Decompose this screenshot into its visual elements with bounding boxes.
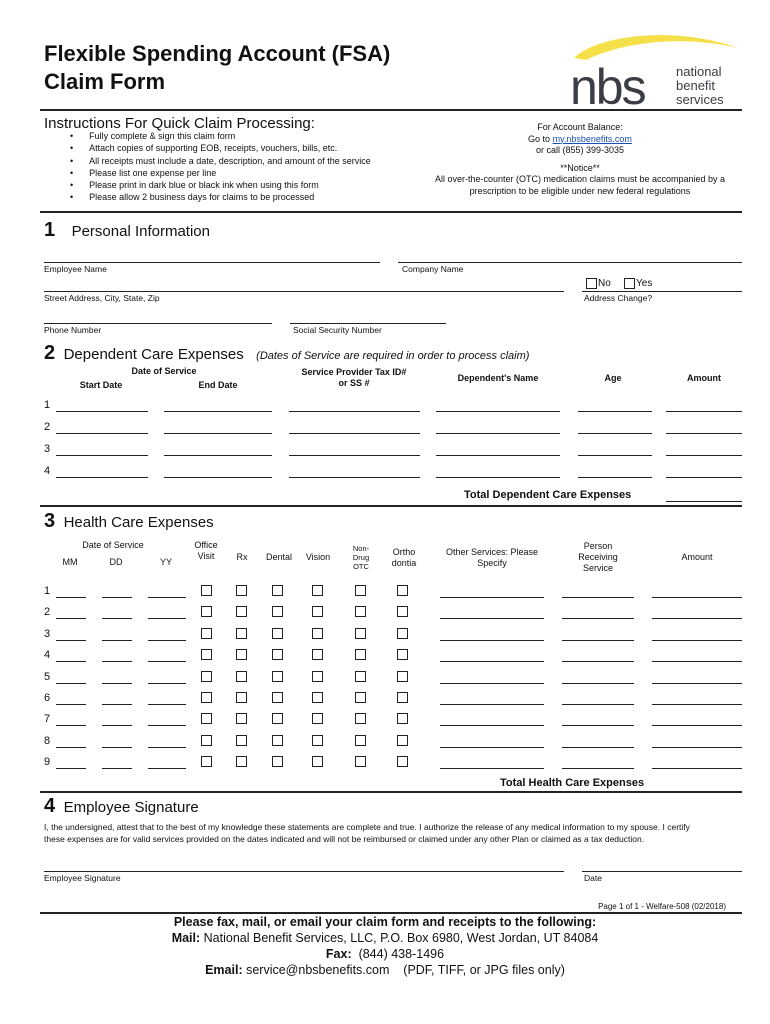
instructions-divider — [40, 211, 742, 213]
street-address-label: Street Address, City, State, Zip — [44, 293, 160, 303]
hc-amount-field[interactable] — [652, 704, 742, 705]
hc-nondrug-header: Non- Drug OTC — [352, 544, 370, 571]
instruction-item: • Please print in dark blue or black ink when using this form — [70, 179, 371, 191]
hc-other-services-field[interactable] — [440, 597, 544, 598]
hc-vision-checkbox[interactable] — [312, 628, 323, 639]
dep-start-date-field[interactable] — [56, 411, 148, 412]
hc-office-visit-checkbox[interactable] — [201, 585, 212, 596]
hc-date-of-service: Date of Service — [82, 540, 144, 550]
hc-orthodontia-checkbox[interactable] — [397, 692, 408, 703]
address-change-yes-checkbox[interactable] — [624, 278, 635, 289]
hc-yy-field[interactable] — [148, 704, 186, 705]
hc-orthodontia-checkbox[interactable] — [397, 756, 408, 767]
address-change-label: Address Change? — [584, 293, 653, 303]
hc-orthodontia-checkbox[interactable] — [397, 628, 408, 639]
hc-dental-checkbox[interactable] — [272, 692, 283, 703]
hc-rx-checkbox[interactable] — [236, 735, 247, 746]
dep-amount-field[interactable] — [666, 411, 742, 412]
dep-age-field[interactable] — [578, 433, 652, 434]
dep-age-field[interactable] — [578, 477, 652, 478]
hc-mm-field[interactable] — [56, 725, 86, 726]
hc-vision-checkbox[interactable] — [312, 735, 323, 746]
hc-non-drug-otc-checkbox[interactable] — [355, 713, 366, 724]
hc-other-services-field[interactable] — [440, 747, 544, 748]
hc-other-services-field[interactable] — [440, 768, 544, 769]
dep-provider-field[interactable] — [289, 433, 420, 434]
hc-dd-field[interactable] — [102, 683, 132, 684]
hc-non-drug-otc-checkbox[interactable] — [355, 692, 366, 703]
hc-amount-field[interactable] — [652, 725, 742, 726]
hc-amount-field[interactable] — [652, 640, 742, 641]
hc-rx-checkbox[interactable] — [236, 606, 247, 617]
address-change-line — [582, 291, 742, 292]
section2-header — [44, 342, 529, 365]
account-phone: or call (855) 399-3035 — [535, 145, 625, 155]
hc-vision-header: Vision — [305, 552, 331, 562]
instruction-item: • Attach copies of supporting EOB, receipts, vouchers, bills, etc. — [70, 142, 371, 154]
hc-amount-field[interactable] — [652, 747, 742, 748]
hc-other-services-field[interactable] — [440, 640, 544, 641]
hc-dental-checkbox[interactable] — [272, 735, 283, 746]
hc-non-drug-otc-checkbox[interactable] — [355, 735, 366, 746]
dep-provider-field[interactable] — [289, 411, 420, 412]
employee-name-line[interactable] — [44, 262, 380, 263]
hc-yy-field[interactable] — [148, 683, 186, 684]
street-address-line[interactable] — [44, 291, 564, 292]
notice-title: **Notice** — [560, 162, 600, 173]
hc-dd-field[interactable] — [102, 618, 132, 619]
dep-dependent-name-field[interactable] — [436, 411, 560, 412]
hc-rx-checkbox[interactable] — [236, 671, 247, 682]
hc-dd-field[interactable] — [102, 725, 132, 726]
hc-amount-field[interactable] — [652, 661, 742, 662]
hc-orthodontia-checkbox[interactable] — [397, 606, 408, 617]
dep-amount-field[interactable] — [666, 433, 742, 434]
section3-title: Health Care Expenses — [63, 514, 214, 531]
hc-rx-checkbox[interactable] — [236, 628, 247, 639]
hc-non-drug-otc-checkbox[interactable] — [355, 628, 366, 639]
section4-header — [44, 795, 199, 818]
form-title-line1: Flexible Spending Account (FSA) — [44, 41, 391, 66]
logo-line1: national — [676, 64, 722, 79]
dep-dependent-name-field[interactable] — [436, 477, 560, 478]
hc-non-drug-otc-checkbox[interactable] — [355, 756, 366, 767]
hc-dental-checkbox[interactable] — [272, 585, 283, 596]
company-name-label: Company Name — [402, 264, 464, 274]
hc-orthodontia-checkbox[interactable] — [397, 585, 408, 596]
hc-yy-field[interactable] — [148, 768, 186, 769]
hc-yy-field[interactable] — [148, 597, 186, 598]
section4-number: 4 — [44, 795, 56, 817]
dep-start-date-field[interactable] — [56, 455, 148, 456]
hc-office-visit-checkbox[interactable] — [201, 713, 212, 724]
hc-office-visit-checkbox[interactable] — [201, 692, 212, 703]
dep-total-label: Total Dependent Care Expenses — [464, 489, 632, 501]
account-balance-label: For Account Balance: — [537, 122, 623, 132]
hc-mm-field[interactable] — [56, 618, 86, 619]
dep-age-header: Age — [604, 373, 622, 383]
logo-line2: benefit — [676, 78, 716, 93]
hc-office-visit-checkbox[interactable] — [201, 671, 212, 682]
dep-row-number: 2 — [44, 421, 51, 433]
logo-brand: nbs — [570, 59, 645, 110]
section2-divider — [40, 505, 742, 507]
hc-dd-field[interactable] — [102, 640, 132, 641]
hc-row-number: 7 — [44, 713, 51, 726]
hc-yy-field[interactable] — [148, 618, 186, 619]
section3-divider — [40, 791, 742, 793]
address-change-no-checkbox[interactable] — [586, 278, 597, 289]
hc-row-number: 9 — [44, 756, 51, 769]
phone-label: Phone Number — [44, 325, 102, 335]
hc-yy-header: YY — [159, 557, 172, 567]
form-title — [44, 40, 390, 96]
dep-amount-field[interactable] — [666, 477, 742, 478]
attestation-text: I, the undersigned, attest that to the best of my knowledge these statements are complete and true. I authorize the release of any medical information to my spouse. I certify these expenses are for valid services provided on the dates indicated and will not be reimbursed or claimed under any other Plan or claimed as a tax deduction. — [44, 822, 690, 844]
dep-row-number: 3 — [44, 443, 51, 455]
section2-note: (Dates of Service are required in order to process claim) — [256, 350, 530, 362]
hc-vision-checkbox[interactable] — [312, 692, 323, 703]
section1-title: Personal Information — [71, 223, 210, 240]
account-info — [420, 122, 740, 197]
hc-rx-checkbox[interactable] — [236, 756, 247, 767]
employee-name-label: Employee Name — [44, 264, 107, 274]
instruction-item: • All receipts must include a date, description, and amount of the service — [70, 155, 371, 167]
account-link[interactable]: my.nbsbenefits.com — [552, 133, 632, 144]
footer-headline: Please fax, mail, or email your claim form and receipts to the following: — [173, 915, 597, 929]
dep-total-line[interactable] — [666, 501, 742, 502]
dep-end-date-field[interactable] — [164, 455, 272, 456]
logo-swoosh — [574, 35, 738, 60]
hc-rx-checkbox[interactable] — [236, 713, 247, 724]
hc-rx-checkbox[interactable] — [236, 585, 247, 596]
hc-non-drug-otc-checkbox[interactable] — [355, 649, 366, 660]
footer-mail: Mail: National Benefit Services, LLC, P.O. Box 6980, West Jordan, UT 84084 — [171, 931, 599, 945]
hc-row-number: 2 — [44, 606, 51, 619]
hc-office-visit-checkbox[interactable] — [201, 649, 212, 660]
hc-row-number: 4 — [44, 649, 51, 662]
dep-start-date: Start Date — [79, 380, 123, 390]
hc-person-receiving-field[interactable] — [562, 768, 634, 769]
dep-age-field[interactable] — [578, 455, 652, 456]
hc-amount-field[interactable] — [652, 618, 742, 619]
section2-number: 2 — [44, 342, 56, 364]
hc-orthodontia-checkbox[interactable] — [397, 713, 408, 724]
instructions-title: Instructions For Quick Claim Processing: — [44, 115, 315, 132]
hc-row-number: 5 — [44, 670, 51, 683]
section4-title: Employee Signature — [63, 799, 199, 816]
address-change-no-label: No — [598, 278, 611, 289]
section3-header — [44, 510, 214, 533]
hc-rx-checkbox[interactable] — [236, 692, 247, 703]
hc-person-receiving-field[interactable] — [562, 725, 634, 726]
hc-non-drug-otc-checkbox[interactable] — [355, 671, 366, 682]
hc-yy-field[interactable] — [148, 640, 186, 641]
signature-date-label: Date — [584, 873, 602, 883]
dep-name-header: Dependent's Name — [457, 373, 539, 383]
hc-other-services-field[interactable] — [440, 661, 544, 662]
hc-person-receiving-field[interactable] — [562, 618, 634, 619]
instructions-list — [70, 130, 371, 204]
hc-other-services-field[interactable] — [440, 618, 544, 619]
hc-office-visit-checkbox[interactable] — [201, 756, 212, 767]
dep-end-date-field[interactable] — [164, 477, 272, 478]
hc-mm-field[interactable] — [56, 768, 86, 769]
dep-end-date-field[interactable] — [164, 433, 272, 434]
hc-amount-field[interactable] — [652, 768, 742, 769]
signature-line[interactable] — [44, 871, 564, 872]
hc-amount-field[interactable] — [652, 597, 742, 598]
hc-mm-field[interactable] — [56, 597, 86, 598]
hc-dental-header: Dental — [265, 552, 292, 562]
nbs-logo — [568, 30, 740, 110]
hc-orthodontia-checkbox[interactable] — [397, 735, 408, 746]
dep-age-field[interactable] — [578, 411, 652, 412]
dep-amount-header: Amount — [687, 373, 721, 383]
hc-vision-checkbox[interactable] — [312, 713, 323, 724]
hc-dd-field[interactable] — [102, 661, 132, 662]
hc-other-services-field[interactable] — [440, 704, 544, 705]
title-divider — [40, 109, 742, 111]
hc-office-visit-checkbox[interactable] — [201, 628, 212, 639]
section1-header — [44, 219, 210, 242]
hc-person-receiving-field[interactable] — [562, 704, 634, 705]
hc-person-receiving-field[interactable] — [562, 597, 634, 598]
hc-mm-field[interactable] — [56, 704, 86, 705]
page-info: Page 1 of 1 - Welfare-508 (02/2018) — [598, 902, 726, 911]
hc-vision-checkbox[interactable] — [312, 756, 323, 767]
instruction-item: • Please allow 2 business days for claims to be processed — [70, 191, 371, 203]
account-goto: Go to my.nbsbenefits.com — [528, 133, 632, 144]
ssn-line[interactable] — [290, 323, 446, 324]
hc-yy-field[interactable] — [148, 747, 186, 748]
hc-office-visit-checkbox[interactable] — [201, 735, 212, 746]
company-name-line[interactable] — [398, 262, 742, 263]
form-title-line2: Claim Form — [44, 69, 166, 94]
hc-dental-checkbox[interactable] — [272, 713, 283, 724]
hc-ortho-header: Ortho dontia — [391, 547, 417, 568]
dep-amount-field[interactable] — [666, 455, 742, 456]
hc-vision-checkbox[interactable] — [312, 585, 323, 596]
hc-yy-field[interactable] — [148, 725, 186, 726]
hc-person-receiving-field[interactable] — [562, 683, 634, 684]
hc-mm-field[interactable] — [56, 747, 86, 748]
footer-email-link[interactable]: service@nbsbenefits.com (PDF, TIFF, or JPG files only) — [242, 963, 565, 977]
hc-dd-header: DD — [109, 557, 123, 567]
dep-dependent-name-field[interactable] — [436, 455, 560, 456]
hc-other-header: Other Services: Please Specify — [445, 547, 539, 568]
hc-rx-checkbox[interactable] — [236, 649, 247, 660]
phone-line[interactable] — [44, 323, 272, 324]
section3-number: 3 — [44, 510, 56, 532]
footer-email: Email: service@nbsbenefits.com (PDF, TIFF, or JPG files only) — [205, 963, 565, 977]
notice-line1: All over-the-counter (OTC) medication claims must be accompanied by a — [434, 174, 726, 184]
hc-dental-checkbox[interactable] — [272, 649, 283, 660]
hc-dental-checkbox[interactable] — [272, 671, 283, 682]
dep-start-date-field[interactable] — [56, 477, 148, 478]
address-change-yes-label: Yes — [636, 278, 653, 289]
dep-row-number: 4 — [44, 465, 51, 477]
hc-dd-field[interactable] — [102, 704, 132, 705]
hc-dd-field[interactable] — [102, 597, 132, 598]
hc-other-services-field[interactable] — [440, 683, 544, 684]
hc-person-header: Person Receiving Service — [578, 541, 618, 573]
instruction-item: • Please list one expense per line — [70, 167, 371, 179]
hc-person-receiving-field[interactable] — [562, 747, 634, 748]
instruction-item: • Fully complete & sign this claim form — [70, 130, 371, 142]
hc-dental-checkbox[interactable] — [272, 628, 283, 639]
hc-mm-field[interactable] — [56, 640, 86, 641]
hc-office-visit-checkbox[interactable] — [201, 606, 212, 617]
hc-row-number: 3 — [44, 627, 51, 640]
dep-provider-field[interactable] — [289, 455, 420, 456]
hc-other-services-field[interactable] — [440, 725, 544, 726]
footer-divider — [40, 912, 742, 914]
dep-end-date: End Date — [198, 380, 238, 390]
dep-end-date-field[interactable] — [164, 411, 272, 412]
section1-number: 1 — [44, 219, 56, 241]
hc-amount-field[interactable] — [652, 683, 742, 684]
logo-line3: services — [676, 92, 724, 107]
hc-office-header: Office Visit — [194, 540, 218, 561]
footer-fax: Fax: (844) 438-1496 — [325, 947, 445, 961]
hc-mm-field[interactable] — [56, 661, 86, 662]
hc-person-receiving-field[interactable] — [562, 661, 634, 662]
hc-orthodontia-checkbox[interactable] — [397, 649, 408, 660]
hc-row-number: 6 — [44, 692, 51, 704]
hc-orthodontia-checkbox[interactable] — [397, 671, 408, 682]
signature-date-line[interactable] — [582, 871, 742, 872]
signature-label: Employee Signature — [44, 873, 121, 883]
hc-dental-checkbox[interactable] — [272, 756, 283, 767]
hc-non-drug-otc-checkbox[interactable] — [355, 606, 366, 617]
hc-yy-field[interactable] — [148, 661, 186, 662]
notice-line2: prescription to be eligible under new federal regulations — [469, 185, 691, 196]
hc-dd-field[interactable] — [102, 768, 132, 769]
dep-date-of-service: Date of Service — [131, 366, 197, 376]
hc-mm-header: MM — [62, 557, 78, 567]
hc-rx-header: Rx — [236, 552, 248, 562]
dep-start-date-field[interactable] — [56, 433, 148, 434]
dep-provider-field[interactable] — [289, 477, 420, 478]
hc-person-receiving-field[interactable] — [562, 640, 634, 641]
hc-non-drug-otc-checkbox[interactable] — [355, 585, 366, 596]
hc-vision-checkbox[interactable] — [312, 649, 323, 660]
hc-total-label: Total Health Care Expenses — [500, 777, 645, 789]
hc-vision-checkbox[interactable] — [312, 606, 323, 617]
section2-title: Dependent Care Expenses — [63, 346, 244, 363]
dep-row-number: 1 — [44, 399, 51, 411]
hc-amount-header: Amount — [681, 552, 713, 562]
ssn-label: Social Security Number — [293, 325, 382, 335]
hc-dd-field[interactable] — [102, 747, 132, 748]
hc-dental-checkbox[interactable] — [272, 606, 283, 617]
hc-vision-checkbox[interactable] — [312, 671, 323, 682]
hc-row-number: 1 — [44, 585, 51, 597]
hc-row-number: 8 — [44, 734, 51, 747]
dep-provider-header: Service Provider Tax ID# or SS # — [301, 367, 407, 388]
hc-mm-field[interactable] — [56, 683, 86, 684]
dep-dependent-name-field[interactable] — [436, 433, 560, 434]
